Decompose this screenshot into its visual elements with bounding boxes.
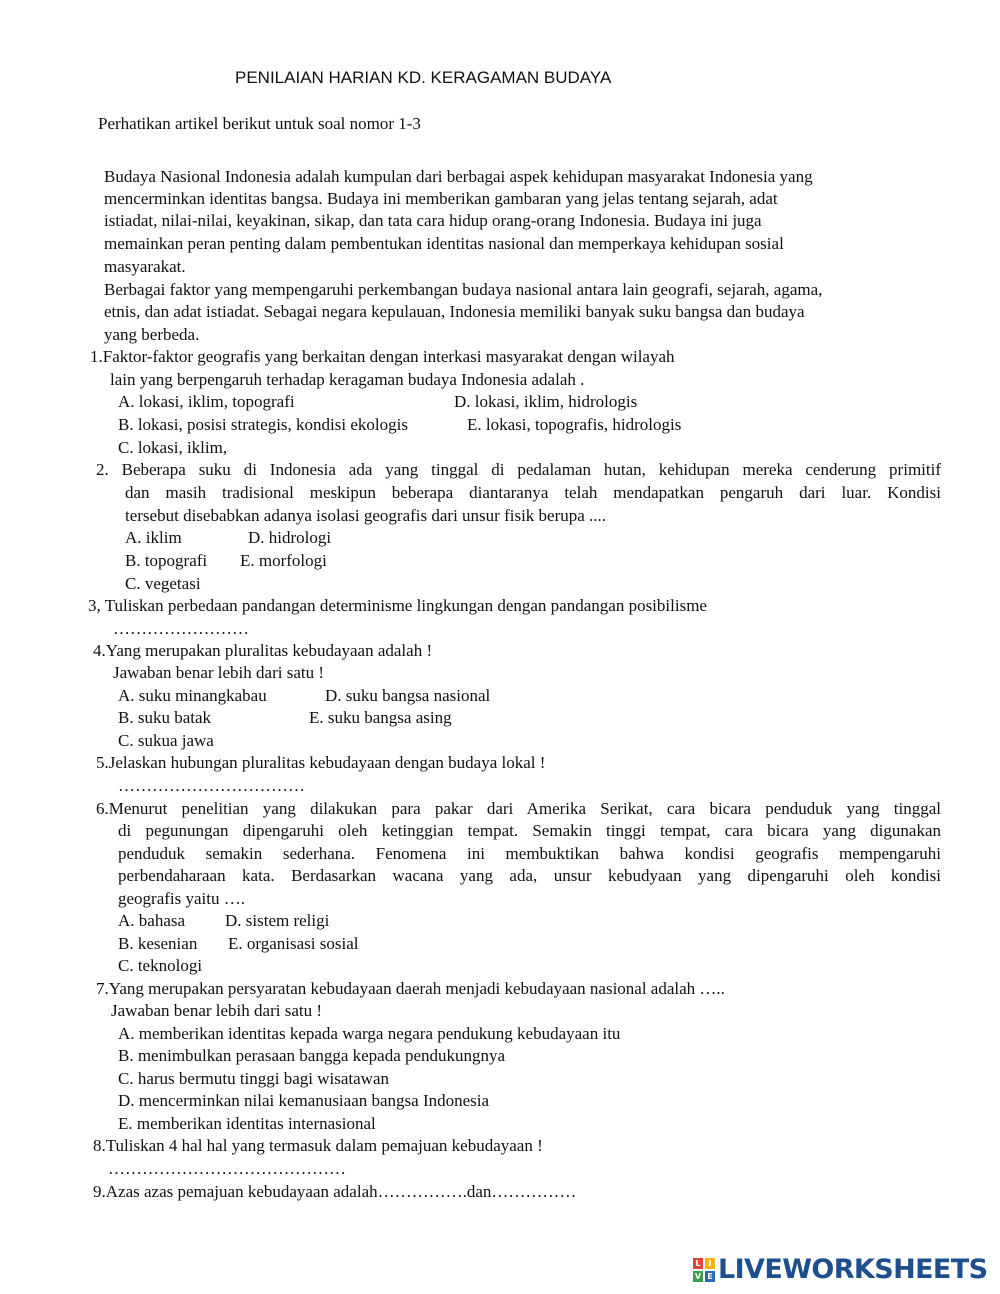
option-e[interactable]: E. lokasi, topografis, hidrologis: [467, 415, 682, 434]
question-text: perbendaharaan kata. Berdasarkan wacana yang ada, unsur kebudyaan yang dipengaruhi oleh kondisi: [118, 866, 941, 885]
intro-text: Perhatikan artikel berikut untuk soal nomor 1-3: [98, 114, 421, 133]
question-text: 8.Tuliskan 4 hal hal yang termasuk dalam pemajuan kebudayaan !: [93, 1136, 543, 1155]
option-b[interactable]: B. suku batak: [118, 708, 212, 727]
option-d[interactable]: D. mencerminkan nilai kemanusiaan bangsa Indonesia: [118, 1091, 490, 1110]
page-title: PENILAIAN HARIAN KD. KERAGAMAN BUDAYA: [235, 68, 612, 87]
question-note: Jawaban benar lebih dari satu !: [113, 663, 324, 682]
option-c[interactable]: C. lokasi, iklim,: [118, 438, 228, 457]
article-line: Budaya Nasional Indonesia adalah kumpulan dari berbagai aspek kehidupan masyarakat Indonesia yang: [104, 167, 813, 186]
article-line: istiadat, nilai-nilai, keyakinan, sikap, dan tata cara hidup orang-orang Indonesia. Budaya ini juga: [104, 211, 762, 230]
question-text: 5.Jelaskan hubungan pluralitas kebudayaan dengan budaya lokal !: [96, 753, 546, 772]
question-text: 2. Beberapa suku di Indonesia ada yang tinggal di pedalaman hutan, kehidupan mereka cenderung primitif: [96, 460, 941, 479]
question-text: dan masih tradisional meskipun beberapa diantaranya telah mendapatkan pengaruh dari luar. Kondisi: [125, 483, 941, 502]
option-a[interactable]: A. suku minangkabau: [118, 686, 267, 705]
option-d[interactable]: D. sistem religi: [225, 911, 330, 930]
option-d[interactable]: D. suku bangsa nasional: [325, 686, 491, 705]
question-text: lain yang berpengaruh terhadap keragaman budaya Indonesia adalah .: [110, 370, 585, 389]
option-c[interactable]: C. harus bermutu tinggi bagi wisatawan: [118, 1069, 390, 1088]
option-e[interactable]: E. morfologi: [240, 551, 327, 570]
question-text: 1.Faktor-faktor geografis yang berkaitan dengan interkasi masyarakat dengan wilayah: [90, 347, 675, 366]
option-b[interactable]: B. menimbulkan perasaan bangga kepada pendukungnya: [118, 1046, 506, 1065]
question-text: 7.Yang merupakan persyaratan kebudayaan daerah menjadi kebudayaan nasional adalah …..: [96, 979, 725, 998]
question-note: Jawaban benar lebih dari satu !: [111, 1001, 322, 1020]
option-a[interactable]: A. bahasa: [118, 911, 186, 930]
option-e[interactable]: E. organisasi sosial: [228, 934, 359, 953]
answer-blank[interactable]: ……………………: [113, 619, 249, 638]
article-line: memainkan peran penting dalam pembentukan identitas nasional dan memperkaya kehidupan sosial: [104, 234, 784, 253]
question-text: 4.Yang merupakan pluralitas kebudayaan adalah !: [93, 641, 433, 660]
article-line: masyarakat.: [104, 257, 186, 276]
logo-letter: E: [705, 1271, 715, 1282]
question-text: penduduk semakin sederhana. Fenomena ini membuktikan bahwa kondisi geografis mempengaruhi: [118, 844, 941, 863]
option-b[interactable]: B. kesenian: [118, 934, 198, 953]
article-line: etnis, dan adat istiadat. Sebagai negara kepulauan, Indonesia memiliki banyak suku bangsa dan budaya: [104, 302, 805, 321]
question-text: geografis yaitu ….: [118, 889, 245, 908]
liveworksheets-icon: [693, 1258, 715, 1282]
option-c[interactable]: C. vegetasi: [125, 574, 201, 593]
option-c[interactable]: C. sukua jawa: [118, 731, 214, 750]
option-a[interactable]: A. iklim: [125, 528, 182, 547]
option-a[interactable]: A. lokasi, iklim, topografi: [118, 392, 295, 411]
liveworksheets-logo: [693, 1256, 987, 1284]
article-line: mencerminkan identitas bangsa. Budaya ini memberikan gambaran yang jelas tentang sejarah, adat: [104, 189, 778, 208]
article-line: Berbagai faktor yang mempengaruhi perkembangan budaya nasional antara lain geografi, sejarah, agama,: [104, 280, 823, 299]
logo-letter: V: [694, 1272, 702, 1281]
option-e[interactable]: E. suku bangsa asing: [309, 708, 452, 727]
logo-letter: L: [693, 1258, 703, 1269]
question-text: tersebut disebabkan adanya isolasi geografis dari unsur fisik berupa ....: [125, 506, 607, 525]
option-d[interactable]: D. hidrologi: [248, 528, 332, 547]
answer-blank[interactable]: ……………………………: [118, 776, 305, 795]
logo-text: LIVEWORKSHEETS: [718, 1254, 988, 1285]
question-text: di pegunungan dipengaruhi oleh ketinggian tempat. Semakin tinggi tempat, cara bicara yang digunakan: [118, 821, 941, 840]
article-line: yang berbeda.: [104, 325, 200, 344]
option-c[interactable]: C. teknologi: [118, 956, 203, 975]
option-d[interactable]: D. lokasi, iklim, hidrologis: [454, 392, 638, 411]
option-b[interactable]: B. topografi: [125, 551, 208, 570]
logo-letter: I: [705, 1258, 715, 1269]
option-b[interactable]: B. lokasi, posisi strategis, kondisi ekologis: [118, 415, 408, 434]
option-a[interactable]: A. memberikan identitas kepada warga negara pendukung kebudayaan itu: [118, 1024, 621, 1043]
option-e[interactable]: E. memberikan identitas internasional: [118, 1114, 376, 1133]
answer-blank[interactable]: ……………………………………: [108, 1159, 346, 1178]
question-text[interactable]: 9.Azas azas pemajuan kebudayaan adalah…………….dan……………: [93, 1182, 577, 1201]
question-text: 6.Menurut penelitian yang dilakukan para pakar dari Amerika Serikat, cara bicara penduduk yang tinggal: [96, 799, 941, 818]
question-text: 3, Tuliskan perbedaan pandangan determinisme lingkungan dengan pandangan posibilisme: [88, 596, 707, 615]
